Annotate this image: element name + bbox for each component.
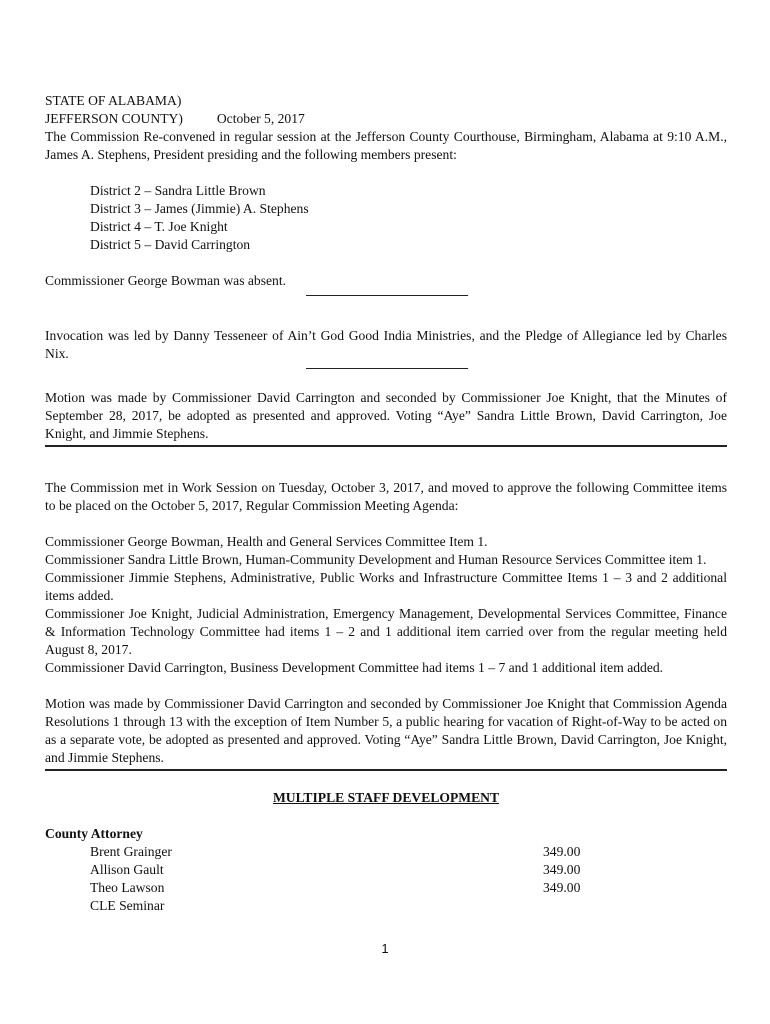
committee-items-list xyxy=(45,533,727,677)
staff-row xyxy=(45,861,727,879)
staff-name: CLE Seminar xyxy=(90,898,165,913)
section-heading: MULTIPLE STAFF DEVELOPMENT xyxy=(272,790,500,805)
section-divider xyxy=(306,295,468,296)
county-name: JEFFERSON COUNTY) xyxy=(45,111,183,126)
member-item: District 3 – James (Jimmie) A. Stephens xyxy=(90,201,309,216)
committee-item: Commissioner David Carrington, Business Development Committee had items 1 – 7 and 1 additional item added. xyxy=(45,660,664,675)
committee-item: Commissioner Jimmie Stephens, Administrative, Public Works and Infrastructure Committee Items 1 – 3 and 2 additional items added. xyxy=(45,570,727,603)
page-number: 1 xyxy=(381,941,389,956)
staff-row xyxy=(45,879,727,897)
staff-amount xyxy=(543,897,603,915)
committee-item: Commissioner George Bowman, Health and General Services Committee Item 1. xyxy=(45,534,488,549)
member-item: District 4 – T. Joe Knight xyxy=(90,219,228,234)
department-heading: County Attorney xyxy=(45,826,143,841)
section-divider xyxy=(306,368,468,369)
meeting-date: October 5, 2017 xyxy=(216,111,305,126)
member-item: District 5 – David Carrington xyxy=(90,237,251,252)
work-session-paragraph: The Commission met in Work Session on Tuesday, October 3, 2017, and moved to approve the following Committee items to be placed on the October 5, 2017, Regular Commission Meeting Agenda: xyxy=(45,480,727,513)
staff-amount: 349.00 xyxy=(543,862,581,877)
opening-paragraph: The Commission Re-convened in regular session at the Jefferson County Courthouse, Birmingham, Alabama at 9:10 A.M., James A. Stephens, President presiding and the following members present: xyxy=(45,129,727,162)
absent-note: Commissioner George Bowman was absent. xyxy=(45,273,287,288)
staff-row xyxy=(45,843,727,861)
document-page xyxy=(45,92,727,915)
motion-divider xyxy=(45,769,727,771)
county-line xyxy=(45,110,727,128)
staff-name: Theo Lawson xyxy=(90,880,165,895)
staff-amount: 349.00 xyxy=(543,880,581,895)
state-line: STATE OF ALABAMA) xyxy=(45,93,182,108)
staff-name: Allison Gault xyxy=(90,862,164,877)
resolutions-motion: Motion was made by Commissioner David Carrington and seconded by Commissioner Joe Knight that Commission Agenda Resolutions 1 through 13 with the exception of Item Number 5, a public hearing for vacation of Right-of-Way to be acted on as a separate vote, be adopted as presented and approved. Voting “Aye” Sandra Little Brown, David Carrington, Joe Knight, and Jimmie Stephens. xyxy=(45,696,727,765)
minutes-motion: Motion was made by Commissioner David Carrington and seconded by Commissioner Joe Knight, that the Minutes of September 28, 2017, be adopted as presented and approved. Voting “Aye” Sandra Little Brown, David Carrington, Joe Knight, and Jimmie Stephens. xyxy=(45,390,727,441)
staff-amount: 349.00 xyxy=(543,844,581,859)
invocation-paragraph: Invocation was led by Danny Tesseneer of Ain’t God Good India Ministries, and the Pledge of Allegiance led by Charles Nix. xyxy=(45,328,727,361)
member-item: District 2 – Sandra Little Brown xyxy=(90,183,266,198)
staff-row xyxy=(45,897,727,915)
committee-item: Commissioner Joe Knight, Judicial Administration, Emergency Management, Developmental Services Committee, Finance & Information Technology Committee had items 1 – 2 and 1 additional item carried over from the regular meeting held August 8, 2017. xyxy=(45,606,727,657)
staff-list xyxy=(45,843,727,915)
members-list xyxy=(45,182,727,254)
committee-item: Commissioner Sandra Little Brown, Human-Community Development and Human Resource Services Committee item 1. xyxy=(45,552,707,567)
staff-name: Brent Grainger xyxy=(90,844,172,859)
motion-divider xyxy=(45,445,727,447)
